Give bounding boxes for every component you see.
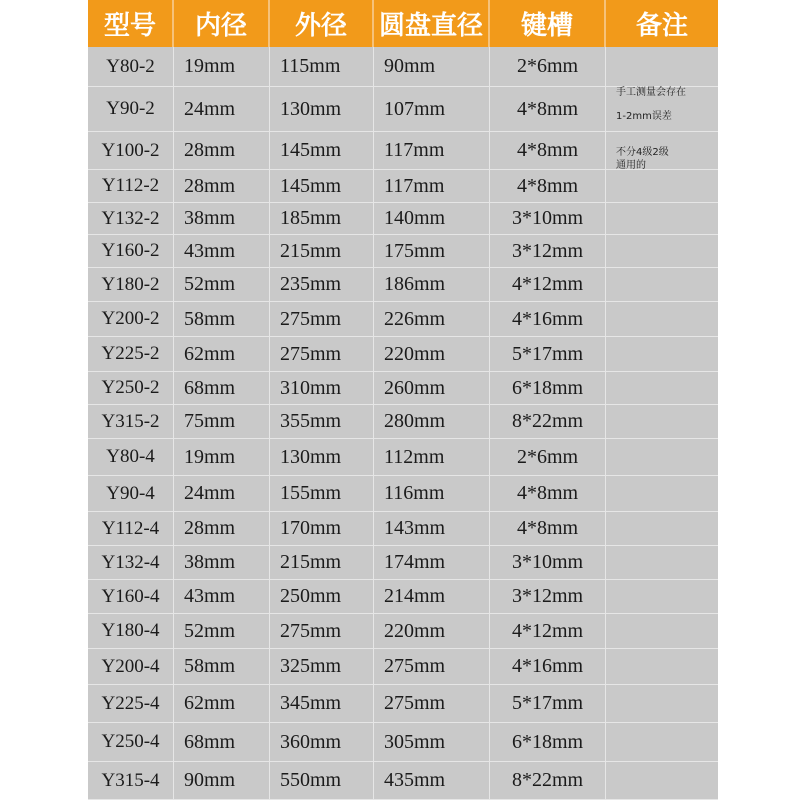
model-cell: Y200-2 <box>88 302 174 336</box>
header-remarks: 备注 <box>635 11 688 41</box>
table-row <box>88 580 718 614</box>
inner-diameter-cell: 62mm <box>174 337 270 371</box>
outer-diameter-cell: 235mm <box>270 268 374 301</box>
inner-diameter-cell: 62mm <box>174 685 270 722</box>
disc-diameter-cell: 186mm <box>374 268 490 301</box>
model-cell: Y315-4 <box>88 762 174 799</box>
table-row <box>88 372 718 405</box>
table-row <box>88 302 718 337</box>
inner-diameter-cell: 28mm <box>174 512 270 545</box>
remarks-cell <box>606 685 718 722</box>
keyway-cell: 4*12mm <box>490 614 606 648</box>
keyway-cell: 3*12mm <box>490 580 606 613</box>
disc-diameter-cell: 220mm <box>374 337 490 371</box>
remark-line-2: 1-2mm误差 <box>616 111 672 122</box>
disc-diameter-cell: 90mm <box>374 47 490 86</box>
disc-diameter-cell: 112mm <box>374 439 490 475</box>
model-cell: Y80-2 <box>88 47 174 86</box>
inner-diameter-cell: 38mm <box>174 203 270 234</box>
inner-diameter-cell: 90mm <box>174 762 270 799</box>
remarks-cell <box>606 580 718 613</box>
outer-diameter-cell: 155mm <box>270 476 374 511</box>
header-keyway: 键槽 <box>490 0 606 47</box>
remarks-cell <box>606 723 718 761</box>
outer-diameter-cell: 550mm <box>270 762 374 799</box>
keyway-cell: 4*16mm <box>490 302 606 336</box>
model-cell: Y250-4 <box>88 723 174 761</box>
model-cell: Y112-4 <box>88 512 174 545</box>
outer-diameter-cell: 215mm <box>270 235 374 267</box>
outer-diameter-cell: 115mm <box>270 47 374 86</box>
outer-diameter-cell: 360mm <box>270 723 374 761</box>
inner-diameter-cell: 58mm <box>174 649 270 684</box>
outer-diameter-cell: 275mm <box>270 337 374 371</box>
keyway-cell: 5*17mm <box>490 685 606 722</box>
outer-diameter-cell: 325mm <box>270 649 374 684</box>
outer-diameter-cell: 275mm <box>270 614 374 648</box>
table-row <box>88 337 718 372</box>
disc-diameter-cell: 116mm <box>374 476 490 511</box>
disc-diameter-cell: 226mm <box>374 302 490 336</box>
model-cell: Y90-4 <box>88 476 174 511</box>
model-cell: Y225-2 <box>88 337 174 371</box>
outer-diameter-cell: 130mm <box>270 439 374 475</box>
inner-diameter-cell: 24mm <box>174 87 270 131</box>
remarks-cell <box>606 372 718 404</box>
inner-diameter-cell: 43mm <box>174 235 270 267</box>
inner-diameter-cell: 58mm <box>174 302 270 336</box>
remarks-cell <box>606 762 718 799</box>
inner-diameter-cell: 19mm <box>174 439 270 475</box>
header-model: 型号 <box>88 0 174 47</box>
table-row <box>88 170 718 203</box>
remarks-cell <box>606 203 718 234</box>
header-outer-diameter: 外径 <box>270 0 374 47</box>
table-row <box>88 203 718 235</box>
outer-diameter-cell: 130mm <box>270 87 374 131</box>
keyway-cell: 4*12mm <box>490 268 606 301</box>
keyway-cell: 4*8mm <box>490 512 606 545</box>
keyway-cell: 3*10mm <box>490 203 606 234</box>
inner-diameter-cell: 24mm <box>174 476 270 511</box>
disc-diameter-cell: 117mm <box>374 132 490 169</box>
model-cell: Y250-2 <box>88 372 174 404</box>
inner-diameter-cell: 52mm <box>174 268 270 301</box>
inner-diameter-cell: 28mm <box>174 170 270 202</box>
keyway-cell: 4*8mm <box>490 132 606 169</box>
inner-diameter-cell: 43mm <box>174 580 270 613</box>
inner-diameter-cell: 75mm <box>174 405 270 438</box>
disc-diameter-cell: 175mm <box>374 235 490 267</box>
outer-diameter-cell: 355mm <box>270 405 374 438</box>
remark-line-4: 通用的 <box>616 160 646 171</box>
keyway-cell: 4*8mm <box>490 170 606 202</box>
disc-diameter-cell: 275mm <box>374 685 490 722</box>
remarks-cell <box>606 302 718 336</box>
disc-diameter-cell: 143mm <box>374 512 490 545</box>
remarks-cell <box>606 235 718 267</box>
model-cell: Y200-4 <box>88 649 174 684</box>
keyway-cell: 4*8mm <box>490 87 606 131</box>
outer-diameter-cell: 345mm <box>270 685 374 722</box>
model-cell: Y180-4 <box>88 614 174 648</box>
inner-diameter-cell: 68mm <box>174 372 270 404</box>
outer-diameter-cell: 275mm <box>270 302 374 336</box>
keyway-cell: 4*8mm <box>490 476 606 511</box>
keyway-cell: 6*18mm <box>490 372 606 404</box>
header-inner-diameter: 内径 <box>174 0 270 47</box>
remarks-cell <box>606 405 718 438</box>
keyway-cell: 3*12mm <box>490 235 606 267</box>
disc-diameter-cell: 214mm <box>374 580 490 613</box>
keyway-cell: 5*17mm <box>490 337 606 371</box>
outer-diameter-cell: 145mm <box>270 132 374 169</box>
keyway-cell: 6*18mm <box>490 723 606 761</box>
outer-diameter-cell: 250mm <box>270 580 374 613</box>
table-row <box>88 439 718 476</box>
remarks-cell <box>606 337 718 371</box>
disc-diameter-cell: 305mm <box>374 723 490 761</box>
model-cell: Y160-2 <box>88 235 174 267</box>
table-row <box>88 762 718 800</box>
model-cell: Y80-4 <box>88 439 174 475</box>
model-cell: Y112-2 <box>88 170 174 202</box>
disc-diameter-cell: 220mm <box>374 614 490 648</box>
table-row <box>88 405 718 439</box>
inner-diameter-cell: 19mm <box>174 47 270 86</box>
outer-diameter-cell: 310mm <box>270 372 374 404</box>
table-row <box>88 723 718 762</box>
remarks-cell <box>606 512 718 545</box>
keyway-cell: 2*6mm <box>490 439 606 475</box>
keyway-cell: 4*16mm <box>490 649 606 684</box>
remarks-cell <box>606 170 718 202</box>
table-row <box>88 47 718 87</box>
inner-diameter-cell: 52mm <box>174 614 270 648</box>
table-row <box>88 685 718 723</box>
model-cell: Y315-2 <box>88 405 174 438</box>
remarks-cell <box>606 546 718 579</box>
model-cell: Y90-2 <box>88 87 174 131</box>
keyway-cell: 3*10mm <box>490 546 606 579</box>
remarks-cell <box>606 47 718 86</box>
header-disc-diameter: 圆盘直径 <box>374 0 490 47</box>
disc-diameter-cell: 275mm <box>374 649 490 684</box>
table-row <box>88 268 718 302</box>
table-row <box>88 512 718 546</box>
table-row <box>88 649 718 685</box>
disc-diameter-cell: 107mm <box>374 87 490 131</box>
keyway-cell: 8*22mm <box>490 405 606 438</box>
model-cell: Y225-4 <box>88 685 174 722</box>
model-cell: Y100-2 <box>88 132 174 169</box>
model-cell: Y132-4 <box>88 546 174 579</box>
model-cell: Y160-4 <box>88 580 174 613</box>
table-header <box>88 0 718 47</box>
table-row <box>88 614 718 649</box>
disc-diameter-cell: 280mm <box>374 405 490 438</box>
remarks-cell <box>606 439 718 475</box>
keyway-cell: 2*6mm <box>490 47 606 86</box>
remarks-cell <box>606 614 718 648</box>
remarks-cell <box>606 649 718 684</box>
disc-diameter-cell: 117mm <box>374 170 490 202</box>
model-cell: Y132-2 <box>88 203 174 234</box>
remark-line-1: 手工测量会存在 <box>616 87 686 98</box>
table-row <box>88 546 718 580</box>
disc-diameter-cell: 140mm <box>374 203 490 234</box>
table-row <box>88 235 718 268</box>
outer-diameter-cell: 215mm <box>270 546 374 579</box>
remarks-cell <box>606 476 718 511</box>
outer-diameter-cell: 170mm <box>270 512 374 545</box>
table-row <box>88 476 718 512</box>
inner-diameter-cell: 28mm <box>174 132 270 169</box>
disc-diameter-cell: 174mm <box>374 546 490 579</box>
model-cell: Y180-2 <box>88 268 174 301</box>
disc-diameter-cell: 435mm <box>374 762 490 799</box>
inner-diameter-cell: 38mm <box>174 546 270 579</box>
inner-diameter-cell: 68mm <box>174 723 270 761</box>
outer-diameter-cell: 145mm <box>270 170 374 202</box>
remarks-cell <box>606 268 718 301</box>
keyway-cell: 8*22mm <box>490 762 606 799</box>
outer-diameter-cell: 185mm <box>270 203 374 234</box>
disc-diameter-cell: 260mm <box>374 372 490 404</box>
remark-line-3: 不分4级2级 <box>616 147 669 158</box>
